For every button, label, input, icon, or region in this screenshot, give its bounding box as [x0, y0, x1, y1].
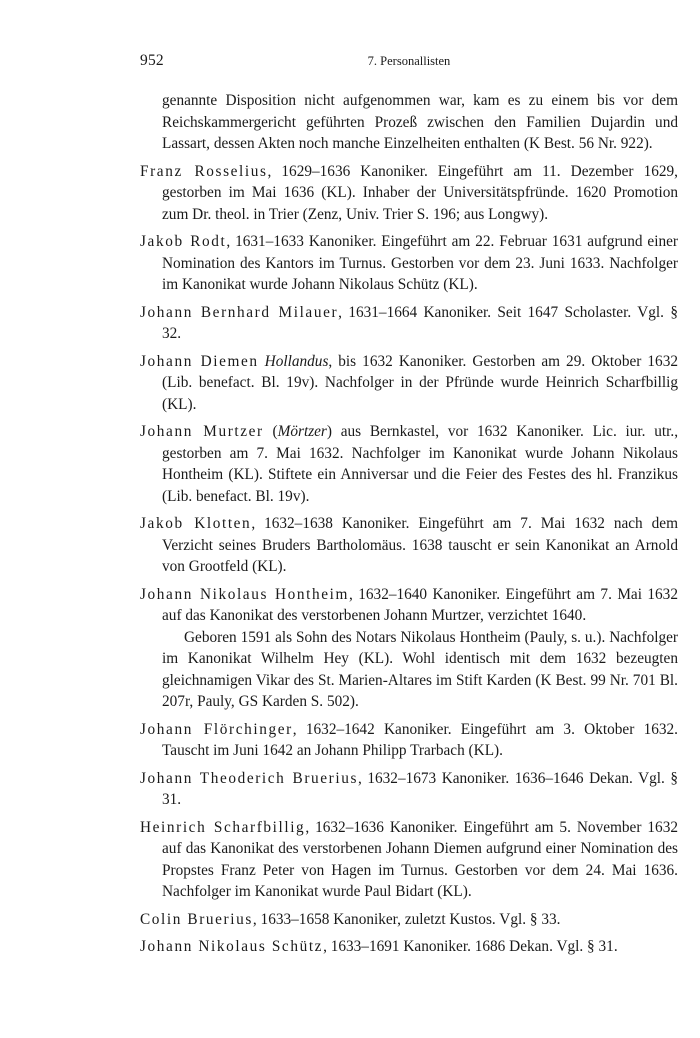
- entry: Johann Nikolaus Schütz, 1633–1691 Kanoniker. 1686 Dekan. Vgl. § 31.: [140, 938, 618, 955]
- entry: Johann Murtzer (Mörtzer) aus Bernkastel, vor 1632 Kanoniker. Lic. iur. utr., gestorben am 7. Mai 1632. Nachfolger im Kanonikat wurde Johann Nikolaus Hontheim (KL). Stiftete ein Anniversar und die Feier des Festes des hl. Franzikus (Lib. benefact. Bl. 19v).: [140, 423, 679, 505]
- entry-name: Heinrich Scharfbillig: [140, 818, 306, 836]
- entry: Johann Bernhard Milauer, 1631–1664 Kanoniker. Seit 1647 Scholaster. Vgl. § 32.: [140, 303, 678, 342]
- entry: Jakob Rodt, 1631–1633 Kanoniker. Eingeführt am 22. Februar 1631 aufgrund einer Nomination des Kantors im Turnus. Gestorben vor dem 23. Juni 1633. Nachfolger im Kanonikat wurde Johann Nikolaus Schütz (KL).: [140, 233, 678, 293]
- entry: Johann Theoderich Bruerius, 1632–1673 Kanoniker. 1636–1646 Dekan. Vgl. § 31.: [140, 769, 679, 808]
- entry-name: Franz Rosselius: [140, 162, 268, 180]
- entry-variant-name: Mörtzer: [277, 423, 327, 440]
- entry-name: Johann Murtzer: [140, 423, 264, 440]
- entry-continuation: genannte Disposition nicht aufgenommen war, kam es zu einem bis vor dem Reichskammergericht geführten Prozeß zwischen den Familien Dujardin und Lassart, dessen Akten noch manche Einzelheiten enthalten (K Best. 56 Nr. 922).: [162, 92, 678, 152]
- entry: Johann Diemen Hollandus, bis 1632 Kanoniker. Gestorben am 29. Oktober 1632 (Lib. benefact. Bl. 19v). Nachfolger in der Pfründe wurde Heinrich Scharfbillig (KL).: [140, 352, 678, 413]
- entry: Johann Flörchinger, 1632–1642 Kanoniker. Eingeführt am 3. Oktober 1632. Tauscht im Juni 1642 an Johann Philipp Trarbach (KL).: [140, 720, 678, 759]
- entry-name: Johann Flörchinger: [140, 720, 293, 738]
- page-header: [140, 52, 678, 74]
- entry-name: Johann Diemen: [140, 352, 259, 370]
- page-body: [140, 90, 678, 964]
- entry-subparagraph: Geboren 1591 als Sohn des Notars Nikolaus Hontheim (Pauly, s. u.). Nachfolger im Kanonikat Wilhelm Hey (KL). Wohl identisch mit dem 1632 bezeugten gleichnamigen Vikar des St. Marien-Altares im Stift Karden (K Best. 99 Nr. 701 Bl. 207r, Pauly, GS Karden S. 502).: [162, 628, 678, 710]
- running-title: 7. Personallisten: [367, 54, 451, 68]
- entry-epithet: Hollandus: [264, 352, 329, 370]
- entry: Johann Nikolaus Hontheim, 1632–1640 Kanoniker. Eingeführt am 7. Mai 1632 auf das Kanonikat des verstorbenen Johann Murtzer, verzichtet 1640. Geboren 1591 als Sohn des Notars Nikolaus Hontheim (Pauly, s. u.). Nachfolger im Kanonikat Wilhelm Hey (KL). Wohl identisch mit dem 1632 bezeugten gleichnamigen Vikar des St. Marien-Altares im Stift Karden (K Best. 99 Nr. 701 Bl. 207r, Pauly, GS Karden S. 502).: [140, 584, 678, 713]
- entry: Heinrich Scharfbillig, 1632–1636 Kanoniker. Eingeführt am 5. November 1632 auf das Kanonikat des verstorbenen Johann Diemen aufgrund einer Nomination des Propstes Franz Peter von Hagen im Turnus. Gestorben vor dem 24. Mai 1636. Nachfolger im Kanonikat wurde Paul Bidart (KL).: [140, 818, 678, 900]
- entry-name: Jakob Klotten: [140, 515, 252, 532]
- entry-name: Jakob Rodt: [140, 233, 227, 250]
- entry: Colin Bruerius, 1633–1658 Kanoniker, zuletzt Kustos. Vgl. § 33.: [140, 910, 561, 928]
- entry: Jakob Klotten, 1632–1638 Kanoniker. Eingeführt am 7. Mai 1632 nach dem Verzicht seines Bruders Bartholomäus. 1638 tauscht er sein Kanonikat an Arnold von Grootfeld (KL).: [140, 515, 678, 575]
- entry-name: Johann Theoderich Bruerius: [140, 769, 359, 787]
- entry-name: Johann Nikolaus Hontheim: [140, 585, 349, 603]
- entry-name: Johann Nikolaus Schütz: [140, 938, 324, 955]
- page-number: 952: [140, 52, 164, 69]
- entry-name: Johann Bernhard Milauer: [140, 303, 339, 321]
- entry-name: Colin Bruerius: [140, 910, 253, 928]
- entry: Franz Rosselius, 1629–1636 Kanoniker. Eingeführt am 11. Dezember 1629, gestorben im Mai 1636 (KL). Inhaber der Universitätspfründe. 1620 Promotion zum Dr. theol. in Trier (Zenz, Univ. Trier S. 196; aus Longwy).: [140, 162, 678, 223]
